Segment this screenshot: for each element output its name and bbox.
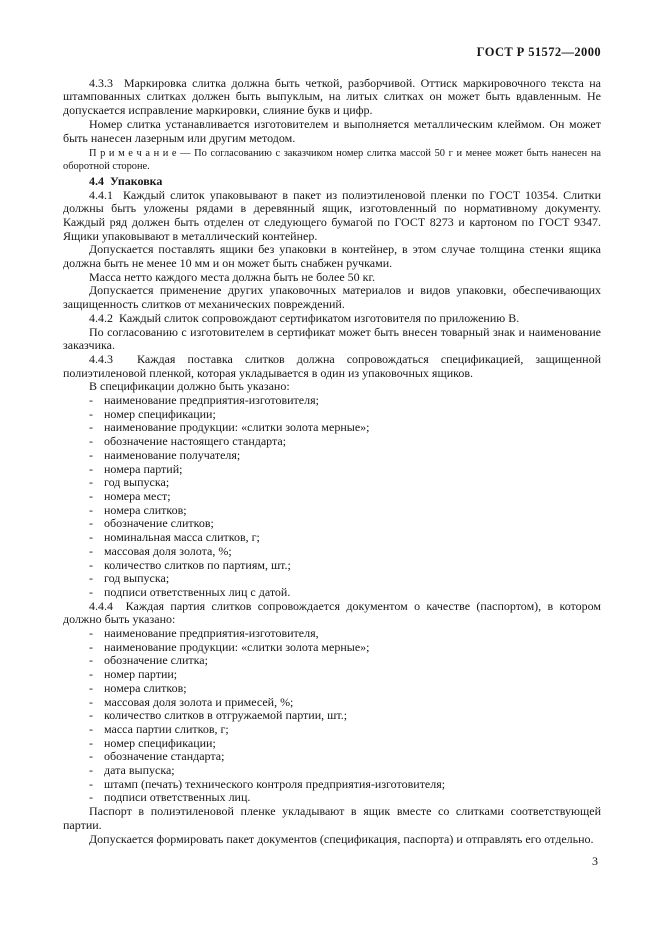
paragraph: Паспорт в полиэтиленовой пленке укладывают в ящик вместе со слитками соответствующей партии. (63, 804, 601, 832)
list-item-text: наименование продукции: «слитки золота мерные»; (104, 639, 370, 654)
list-dash: - (89, 708, 93, 723)
list-dash: - (89, 749, 93, 764)
paragraph: Номер слитка устанавливается изготовителем и выполняется металлическим клеймом. Он может быть нанесен лазерным или другим методом. (63, 116, 601, 145)
list-item-text: номера мест; (104, 488, 171, 503)
paragraph: 4.4.2 Каждый слиток сопровождают сертификатом изготовителя по приложению В. (89, 310, 520, 325)
list-dash: - (89, 393, 93, 408)
page-header (63, 46, 601, 60)
list-item-text: подписи ответственных лиц с датой. (104, 584, 291, 599)
standard-code: ГОСТ Р 51572—2000 (476, 45, 601, 59)
page-footer (63, 855, 601, 869)
list-dash: - (89, 488, 93, 503)
list-dash: - (89, 763, 93, 778)
list-dash: - (89, 420, 93, 435)
list-item (63, 668, 601, 682)
list-dash: - (89, 639, 93, 654)
list-dash: - (89, 461, 93, 476)
list-dash: - (89, 694, 93, 709)
list-item (63, 517, 601, 531)
list-item (63, 449, 601, 463)
list-dash: - (89, 680, 93, 695)
list-item (63, 654, 601, 668)
list-dash: - (89, 543, 93, 558)
section-heading: 4.4 Упаковка (89, 173, 163, 188)
paragraph: 4.4.4 Каждая партия слитков сопровождается документом о качестве (паспортом), в котором должно быть указано: (63, 598, 601, 627)
list-item-text: номера слитков; (104, 502, 187, 517)
list-dash: - (89, 653, 93, 668)
paragraph: По согласованию с изготовителем в сертификат может быть внесен товарный знак и наименование заказчика. (63, 324, 601, 353)
list-item-text: год выпуска; (104, 475, 170, 490)
list-dash: - (89, 626, 93, 641)
list-item (63, 572, 601, 586)
list-dash: - (89, 434, 93, 449)
list-dash: - (89, 571, 93, 586)
list-item-text: количество слитков по партиям, шт.; (104, 557, 291, 572)
list-item-text: обозначение стандарта; (104, 749, 225, 764)
list-item-text: номера партий; (104, 461, 183, 476)
note-paragraph: П р и м е ч а н и е — По согласованию с заказчиком номер слитка массой 50 г и менее может быть нанесен на оборотной стороне. (63, 148, 601, 172)
list-item-text: год выпуска; (104, 571, 170, 586)
list-item (63, 778, 601, 792)
list-item-text: масса партии слитков, г; (104, 721, 229, 736)
paragraph: Допускается применение других упаковочных материалов и видов упаковки, обеспечивающих защищенность слитков от механических повреждений. (63, 283, 601, 312)
list-item (63, 504, 601, 518)
paragraph: Допускается формировать пакет документов (спецификация, паспорта) и отправлять его отдельно. (89, 831, 594, 846)
list-item (63, 490, 601, 504)
paragraph: 4.3.3 Маркировка слитка должна быть четкой, разборчивой. Оттиск маркировочного текста на штампованных слитках должен быть выпуклым, на литых слитках он может быть вдавленным. Не допускается исправление маркировки, слияние букв и цифр. (63, 75, 601, 118)
list-dash: - (89, 584, 93, 599)
list-item-text: обозначение настоящего стандарта; (104, 434, 287, 449)
paragraph: 4.4.1 Каждый слиток упаковывают в пакет из полиэтиленовой пленки по ГОСТ 10354. Слитки должны быть уложены рядами в деревянный ящик, изготовленный по нормативному документу. Каждый ряд должен быть отделен от следующего бумагой по ГОСТ 8273 и картоном по ГОСТ 9347. Ящики упаковывают в металлический контейнер. (63, 187, 601, 243)
list-item (63, 435, 601, 449)
list-item (63, 421, 601, 435)
list-item (63, 641, 601, 655)
list-dash: - (89, 667, 93, 682)
list-item-text: подписи ответственных лиц. (104, 790, 251, 805)
list-dash: - (89, 516, 93, 531)
list-item (63, 476, 601, 490)
list-dash: - (89, 406, 93, 421)
paragraph: Масса нетто каждого места должна быть не более 50 кг. (89, 269, 376, 284)
list-item (63, 791, 601, 805)
list-dash: - (89, 447, 93, 462)
list-item (63, 559, 601, 573)
paragraph: Допускается поставлять ящики без упаковки в контейнер, в этом случае толщина стенки ящика должна быть не менее 10 мм и он может быть снабжен ручками. (63, 242, 601, 271)
list-item-text: наименование получателя; (104, 447, 241, 462)
list-item-text: номер партии; (104, 667, 178, 682)
list-item-text: номера слитков; (104, 680, 187, 695)
list-dash: - (89, 557, 93, 572)
list-item (63, 586, 601, 600)
list-item-text: наименование предприятия-изготовителя, (104, 626, 319, 641)
page-number: 3 (592, 854, 598, 869)
paragraph: В спецификации должно быть указано: (89, 379, 290, 394)
list-dash: - (89, 502, 93, 517)
list-item (63, 408, 601, 422)
list-dash: - (89, 790, 93, 805)
list-item (63, 737, 601, 751)
list-item (63, 750, 601, 764)
list-item (63, 627, 601, 641)
list-item-text: наименование предприятия-изготовителя; (104, 393, 319, 408)
list-item-text: дата выпуска; (104, 763, 175, 778)
list-item-text: номинальная масса слитков, г; (104, 530, 260, 545)
list-dash: - (89, 721, 93, 736)
list-dash: - (89, 475, 93, 490)
document-content (63, 77, 601, 847)
list-item (63, 696, 601, 710)
paragraph: 4.4.3 Каждая поставка слитков должна сопровождаться спецификацией, защищенной полиэтиленовой пленкой, которая укладывается в один из упаковочных ящиков. (63, 351, 601, 380)
list-item (63, 394, 601, 408)
list-item (63, 709, 601, 723)
list-item (63, 463, 601, 477)
list-item-text: обозначение слитков; (104, 516, 214, 531)
list-item (63, 531, 601, 545)
list-item-text: штамп (печать) технического контроля предприятия-изготовителя; (104, 776, 446, 791)
list-item (63, 723, 601, 737)
list-item-text: наименование продукции: «слитки золота мерные»; (104, 420, 370, 435)
list-dash: - (89, 530, 93, 545)
list-item (63, 545, 601, 559)
list-item-text: номер спецификации; (104, 735, 216, 750)
list-item (63, 764, 601, 778)
list-item-text: массовая доля золота и примесей, %; (104, 694, 294, 709)
list-dash: - (89, 735, 93, 750)
list-item-text: номер спецификации; (104, 406, 216, 421)
list-item-text: обозначение слитка; (104, 653, 208, 668)
list-item-text: количество слитков в отгружаемой партии, шт.; (104, 708, 348, 723)
list-dash: - (89, 776, 93, 791)
list-item-text: массовая доля золота, %; (104, 543, 232, 558)
list-item (63, 682, 601, 696)
